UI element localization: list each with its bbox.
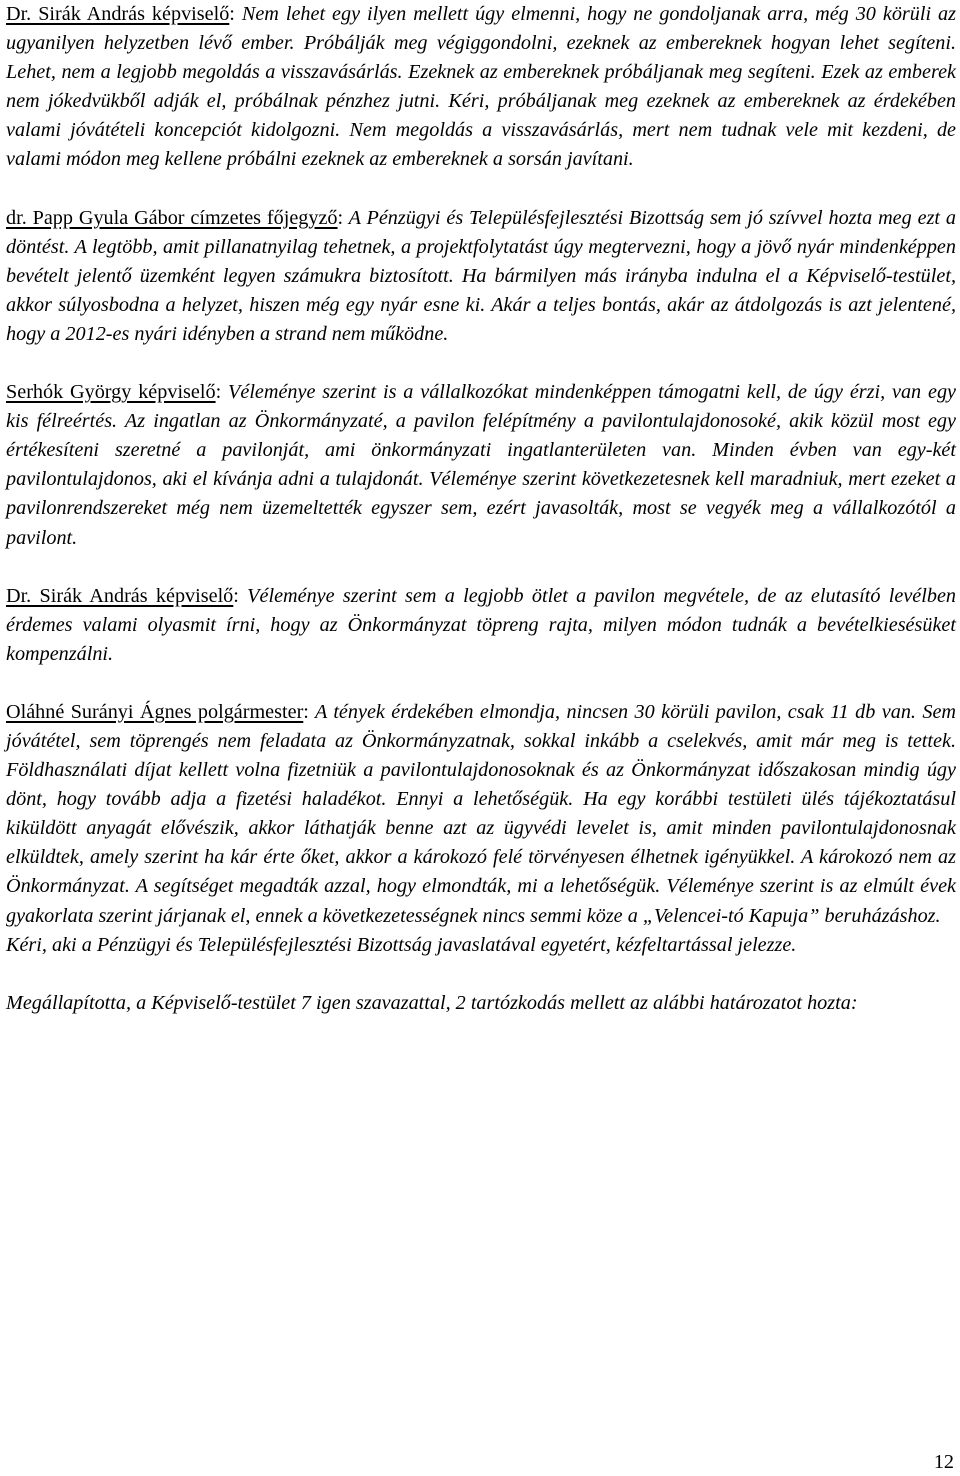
paragraph-serhok	[6, 378, 956, 553]
paragraph-text: Nem lehet egy ilyen mellett úgy elmenni, hogy ne gondoljanak arra, még 30 körüli az ugyanilyen helyzetben lévő ember. Próbálják meg végiggondolni, ezeknek az embereknek hogyan lehet segíteni. Lehet, nem a legjobb megoldás a visszavásárlás. Ezeknek az embereknek próbáljanak meg segíteni. Ezek az emberek nem jókedvükből adják el, próbálnak pénzhez jutni. Kéri, próbáljanak meg ezeknek az embereknek az érdekében valami jóvátételi koncepciót kidolgozni. Nem megoldás a visszavásárlás, mert nem tudnak vele mit kezdeni, de valami módon meg kellene próbálni ezeknek az embereknek a sorsán javítani.	[6, 3, 956, 171]
speaker-colon: :	[233, 584, 239, 607]
speaker-colon: :	[229, 3, 235, 25]
speaker-name: Dr. Sirák András képviselő	[6, 3, 230, 25]
paragraph-text: A Pénzügyi és Településfejlesztési Bizottság sem jó szívvel hozta meg ezt a döntést. A legtöbb, amit pillanatnyilag tehetnek, a projektfolytatást úgy megtervezni, hogy a jövő nyár mindenképpen bevételt jelentő üzemként legyen számukra biztosított. Ha bármilyen más irányba indulna el a Képviselő-testület, akkor súlyosbodna a helyzet, hiszen még egy nyár esne ki. Akár a teljes bontás, akár az átdolgozás is azt jelentené, hogy a 2012-es nyári idényben a strand nem működne.	[6, 206, 956, 345]
speaker-name: Oláhné Surányi Ágnes polgármester	[6, 700, 304, 723]
speaker-colon: :	[215, 381, 222, 404]
paragraph-gap	[6, 669, 956, 698]
page-number: 12	[933, 1451, 954, 1473]
document-page	[6, 0, 956, 1018]
speaker-name: Serhók György képviselő	[6, 381, 216, 404]
paragraph-papp	[6, 204, 956, 349]
paragraph-text: Véleménye szerint is a vállalkozókat mindenképpen támogatni kell, de úgy érzi, van egy kis félreértés. Az ingatlan az Önkormányzaté, a pavilon felépítmény a pavilontulajdonosoké, akik közül most egy értékesíteni szeretné a pavilonját, ami önkormányzati ingatlanterületen van. Minden évben van egy-két pavilontulajdonos, aki el kívánja adni a tulajdonát. Véleménye szerint következetesnek kell maradniuk, mert ezeket a pavilonrendszereket még nem üzemeltették egyszer sem, ezért javasolták, most se vegyék meg a vállalkozótól a pavilont.	[6, 381, 957, 549]
paragraph-text: Véleménye szerint sem a legjobb ötlet a pavilon megvétele, de az elutasító levélben érdemes valami olyasmit írni, hogy az Önkormányzat töpreng rajta, milyen módon tudnák a bevételkiesésüket kompenzálni.	[6, 584, 957, 665]
paragraph-gap	[6, 175, 956, 204]
vote-call: Kéri, aki a Pénzügyi és Településfejlesztési Bizottság javaslatával egyetért, kézfeltartással jelezze.	[6, 933, 797, 956]
resolution-intro: Megállapította, a Képviselő-testület 7 igen szavazattal, 2 tartózkodás mellett az alábbi határozatot hozta:	[6, 991, 858, 1014]
speaker-colon: :	[337, 206, 344, 229]
paragraph-gap	[6, 960, 956, 989]
paragraph-gap	[6, 349, 956, 378]
paragraph-olahne	[6, 698, 956, 931]
paragraph-sirak-2	[6, 582, 956, 669]
speaker-colon: :	[303, 700, 309, 723]
speaker-name: dr. Papp Gyula Gábor címzetes főjegyző	[6, 206, 338, 229]
speaker-name: Dr. Sirák András képviselő	[6, 584, 234, 607]
paragraph-text: A tények érdekében elmondja, nincsen 30 körüli pavilon, csak 11 db van. Sem jóvátétel, sem töprengés nem feladata az Önkormányzatnak, sokkal inkább a cselekvés, amit már meg is tettek. Földhasználati díjat kellett volna fizetniük a pavilontulajdonosoknak és az Önkormányzat időszakosan mindig úgy dönt, hogy tovább adja a fizetési haladékot. Ennyi a lehetőségük. Ha egy korábbi testületi ülés tájékoztatásul kiküldött anyagát elővészik, akkor láthatják benne azt az ügyvédi levelet is, amit minden pavilontulajdonosnak elküldtek, amely szerint ha kár érte őket, akkor a károkozó felé törvényesen élhetnek igényükkel. A károkozó nem az Önkormányzat. A segítséget megadták azzal, hogy elmondták, mi a lehetőségük. Véleménye szerint is az elmúlt évek gyakorlata szerint járjanak el, ennek a következetességnek nincs semmi köze a „Velencei-tó Kapuja” beruházáshoz.	[6, 700, 956, 927]
paragraph-sirak-1	[6, 0, 956, 175]
paragraph-gap	[6, 553, 956, 582]
